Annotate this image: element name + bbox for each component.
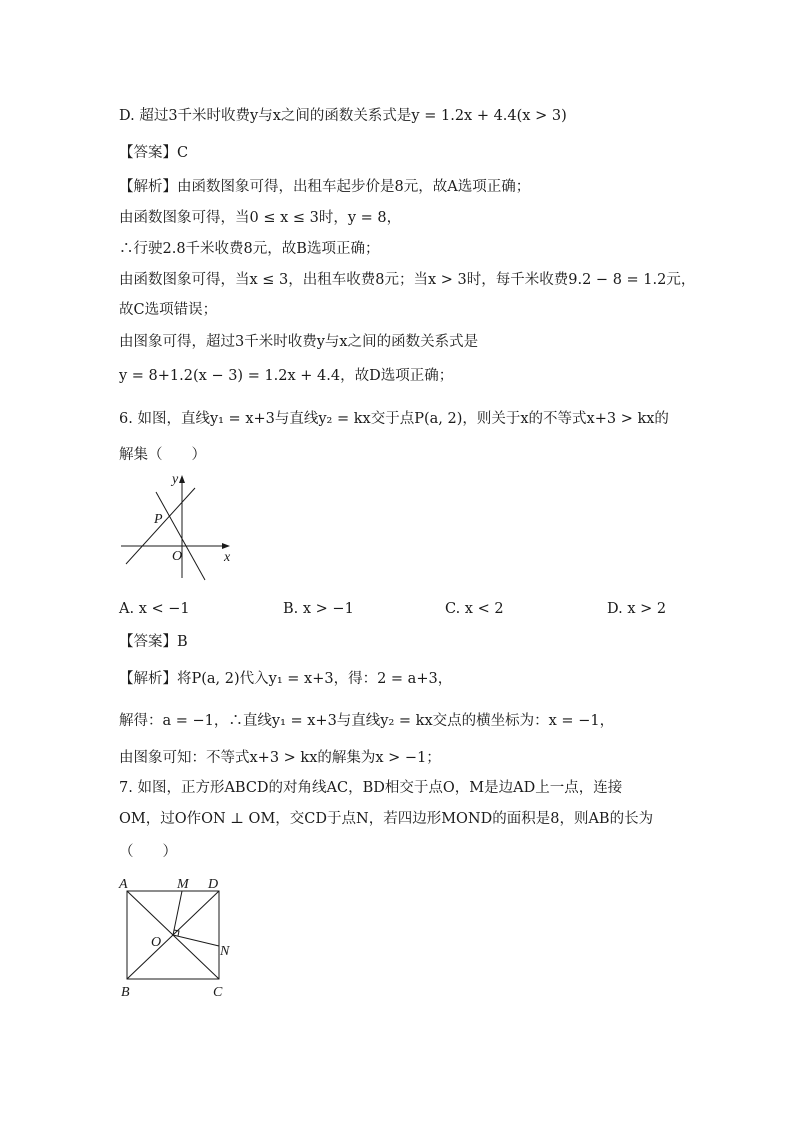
segment-on xyxy=(173,935,219,946)
option-a: A. x < −1 xyxy=(119,601,190,617)
option-c: C. x < 2 xyxy=(445,601,504,617)
analysis-line: y = 8+1.2(x − 3) = 1.2x + 4.4，故D选项正确； xyxy=(119,368,454,384)
answer-line: 【答案】B xyxy=(119,634,188,650)
y-axis-arrow xyxy=(179,475,185,483)
question-6-stem: 解集（ ） xyxy=(119,447,206,463)
figure-q7-square xyxy=(115,873,245,1003)
question-7-stem: 7. 如图，正方形ABCD的对角线AC，BD相交于点O，M是边AD上一点，连接 xyxy=(119,780,623,796)
line-y2 xyxy=(156,492,205,580)
x-axis-arrow xyxy=(222,543,230,549)
analysis-line: 由图象可知：不等式x+3 > kx的解集为x > −1； xyxy=(119,750,441,766)
analysis-line: 【解析】将P(a, 2)代入y₁ = x+3，得：2 = a+3， xyxy=(119,671,453,687)
analysis-line: 由函数图象可得，当0 ≤ x ≤ 3时，y = 8， xyxy=(119,210,402,226)
label-o: O xyxy=(172,549,183,564)
analysis-line: 由图象可得，超过3千米时收费y与x之间的函数关系式是 xyxy=(119,334,479,350)
analysis-line: 故C选项错误； xyxy=(119,302,218,318)
analysis-line: 由函数图象可得，当x ≤ 3，出租车收费8元；当x > 3时，每千米收费9.2 − 8 = 1.2元， xyxy=(119,272,696,288)
question-6-stem: 6. 如图，直线y₁ = x+3与直线y₂ = kx交于点P(a, 2)，则关于x的不等式x+3 > kx的 xyxy=(119,411,669,427)
analysis-line: 【解析】由函数图象可得，出租车起步价是8元，故A选项正确； xyxy=(119,179,531,195)
segment-om xyxy=(173,891,182,935)
label-d: D xyxy=(208,877,219,892)
answer-line: 【答案】C xyxy=(119,145,189,161)
question-7-stem: OM，过O作ON ⊥ OM，交CD于点N，若四边形MOND的面积是8，则AB的长为 xyxy=(119,811,654,827)
option-d: D. x > 2 xyxy=(607,601,667,617)
label-p: P xyxy=(154,512,163,527)
figure-q6-graph xyxy=(118,470,248,585)
question-7-stem: （ ） xyxy=(119,844,177,860)
analysis-line: ∴行驶2.8千米收费8元，故B选项正确； xyxy=(119,241,380,257)
analysis-line: 解得：a = −1，∴直线y₁ = x+3与直线y₂ = kx交点的横坐标为：x = −1， xyxy=(119,713,615,729)
label-m: M xyxy=(177,877,189,892)
label-c: C xyxy=(213,985,223,1000)
label-n: N xyxy=(220,944,230,959)
label-a: A xyxy=(119,877,128,892)
text-line-option-d: D. 超过3千米时收费y与x之间的函数关系式是y = 1.2x + 4.4(x > 3) xyxy=(119,108,567,124)
label-o: O xyxy=(151,935,162,950)
label-x: x xyxy=(224,550,231,565)
label-y: y xyxy=(172,472,179,487)
label-b: B xyxy=(121,985,130,1000)
option-b: B. x > −1 xyxy=(283,601,354,617)
